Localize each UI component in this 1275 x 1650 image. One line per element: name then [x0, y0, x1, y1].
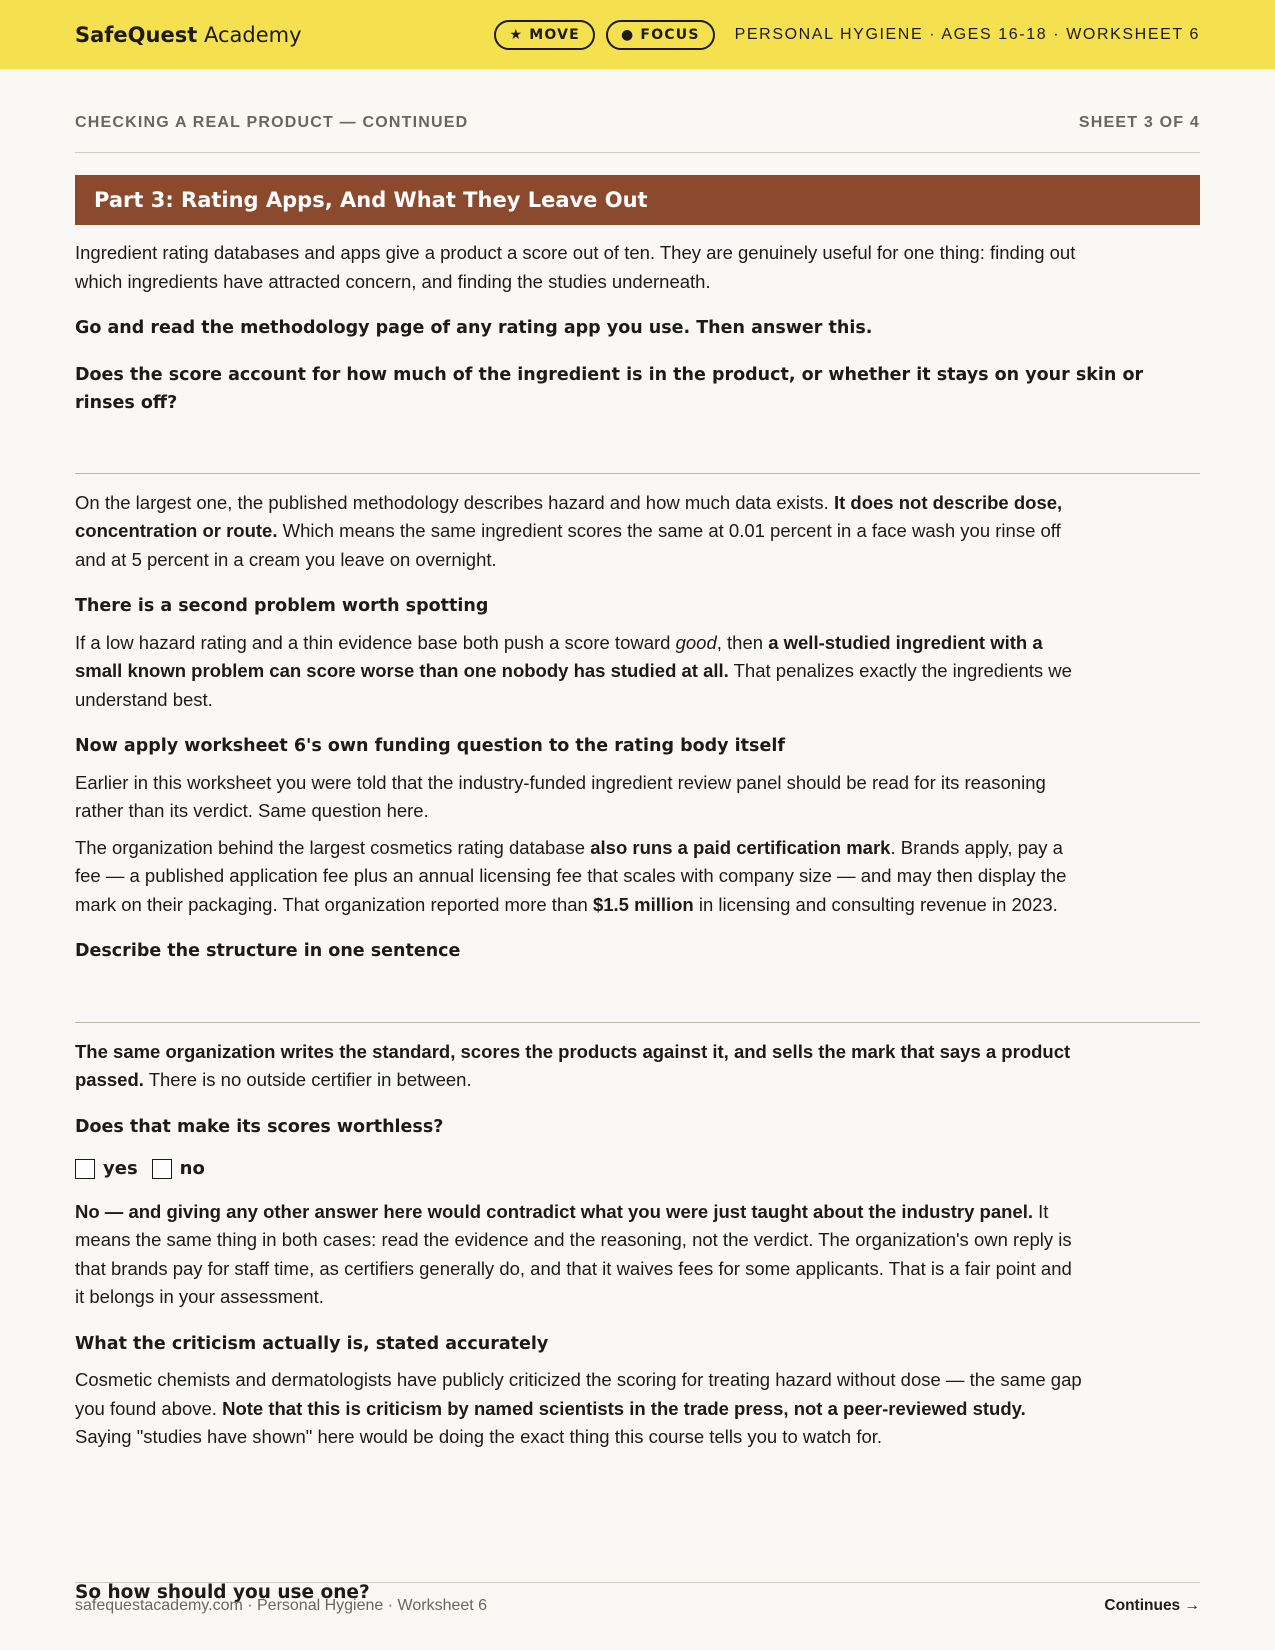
- criticism-paragraph: [75, 1366, 1085, 1452]
- second-problem-text-a: If a low hazard rating and a thin evidence base both push a score toward: [75, 631, 671, 653]
- answer-rest: It means the same thing in both cases: read the evidence and the reasoning, not the verdict. The organization's own reply is that brands pay for staff time, as certifiers generally do, and that it waives fees for some applicants. That is a fair point and it belongs in your assessment.: [75, 1200, 1072, 1307]
- answer-line-2[interactable]: [75, 1022, 1200, 1023]
- funding-revenue: $1.5 million: [592, 893, 694, 915]
- criticism-text-c: Saying "studies have shown" here would be doing the exact thing this course tells you to watch for.: [75, 1426, 883, 1447]
- funding-paragraph-2: [75, 834, 1085, 920]
- checkbox-yes[interactable]: [75, 1159, 95, 1179]
- funding-text-bold: also runs a paid certification mark: [590, 836, 891, 858]
- describe-heading: Describe the structure in one sentence: [75, 941, 461, 961]
- worksheet-meta: PERSONAL HYGIENE · AGES 16-18 · WORKSHEET 6: [734, 25, 1200, 43]
- sheet-counter: SHEET 3 OF 4: [1078, 114, 1200, 131]
- answer-bold: No — and giving any other answer here would contradict what you were just taught about the industry panel.: [75, 1200, 1033, 1222]
- instruction-text: Go and read the methodology page of any rating app you use. Then answer this.: [75, 318, 873, 338]
- divider: [75, 152, 1200, 153]
- brand-name-rest: Academy: [203, 22, 302, 47]
- brand-name-bold: SafeQuest: [75, 22, 198, 47]
- page-footer: [75, 1597, 1200, 1615]
- yes-no-options: [75, 1155, 1200, 1184]
- second-problem-heading: There is a second problem worth spotting: [75, 596, 489, 616]
- checkbox-no[interactable]: [152, 1159, 172, 1179]
- largest-text-a: On the largest one, the published methodology describes hazard and how much data exists.: [75, 491, 829, 513]
- option-no-label: no: [179, 1158, 205, 1179]
- brand-logo: [75, 23, 302, 47]
- question-score-accounts: Does the score account for how much of the ingredient is in the product, or whether it stays on your skin or rinses off?: [75, 364, 1144, 413]
- structure-rest: There is no outside certifier in between.: [148, 1069, 472, 1090]
- intro-paragraph: Ingredient rating databases and apps give a product a score out of ten. They are genuinely useful for one thing: finding out which ingredients have attracted concern, and finding the studies underneath.: [75, 242, 1076, 292]
- funding-text-c: . Brands apply, pay a fee — a published application fee plus an annual licensing fee that scales with company size — and may then display the mark on their packaging. That organization reported more than: [75, 836, 1067, 915]
- second-problem-text-b: , then: [716, 631, 764, 653]
- funding-heading: Now apply worksheet 6's own funding question to the rating body itself: [75, 736, 785, 756]
- last-heading: So how should you use one?: [75, 1582, 370, 1603]
- funding-text-a: The organization behind the largest cosmetics rating database: [75, 836, 586, 858]
- structure-paragraph: [75, 1038, 1085, 1095]
- second-problem-paragraph: [75, 629, 1085, 715]
- part-title-bar: [75, 175, 1200, 225]
- option-yes[interactable]: [75, 1155, 138, 1184]
- second-problem-emphasis: good: [675, 631, 717, 653]
- section-title: CHECKING A REAL PRODUCT — CONTINUED: [75, 114, 469, 131]
- move-badge: ★ MOVE: [494, 20, 594, 50]
- funding-text-e: in licensing and consulting revenue in 2023.: [698, 893, 1058, 915]
- option-no[interactable]: [152, 1155, 205, 1184]
- option-yes-label: yes: [103, 1158, 138, 1179]
- second-problem-bold: a well-studied ingredient with a small known problem can score worse than one nobody has studied at all.: [75, 631, 1043, 681]
- top-banner: [0, 0, 1275, 69]
- largest-text-bold: It does not describe dose, concentration or route.: [75, 491, 1063, 541]
- continues-link[interactable]: Continues →: [1104, 1597, 1200, 1614]
- worthless-question: Does that make its scores worthless?: [75, 1116, 444, 1137]
- largest-text-c: Which means the same ingredient scores the same at 0.01 percent in a face wash you rinse off and at 5 percent in a cream you leave on overnight.: [75, 520, 1061, 570]
- largest-app-paragraph: [75, 489, 1085, 575]
- section-subheader: [75, 114, 1200, 132]
- funding-paragraph-1: Earlier in this worksheet you were told that the industry-funded ingredient review panel should be read for its reasoning rather than its verdict. Same question here.: [75, 771, 1046, 821]
- answer-line-1[interactable]: [75, 473, 1200, 474]
- focus-badge: ● FOCUS: [606, 20, 715, 50]
- structure-bold: The same organization writes the standard, scores the products against it, and sells the mark that says a product passed.: [75, 1040, 1071, 1090]
- answer-paragraph: [75, 1198, 1085, 1312]
- part-title: Part 3: Rating Apps, And What They Leave Out: [94, 188, 648, 212]
- second-problem-text-c: That penalizes exactly the ingredients we understand best.: [75, 660, 1072, 710]
- criticism-bold: Note that this is criticism by named scientists in the trade press, not a peer-reviewed study.: [222, 1397, 1026, 1419]
- footer-source: safequestacademy.com · Personal Hygiene · Worksheet 6: [75, 1597, 488, 1614]
- criticism-text-a: Cosmetic chemists and dermatologists have publicly criticized the scoring for treating hazard without dose — the same gap you found above.: [75, 1369, 1082, 1419]
- worksheet-body: [75, 239, 1200, 1452]
- criticism-heading: What the criticism actually is, stated accurately: [75, 1333, 549, 1354]
